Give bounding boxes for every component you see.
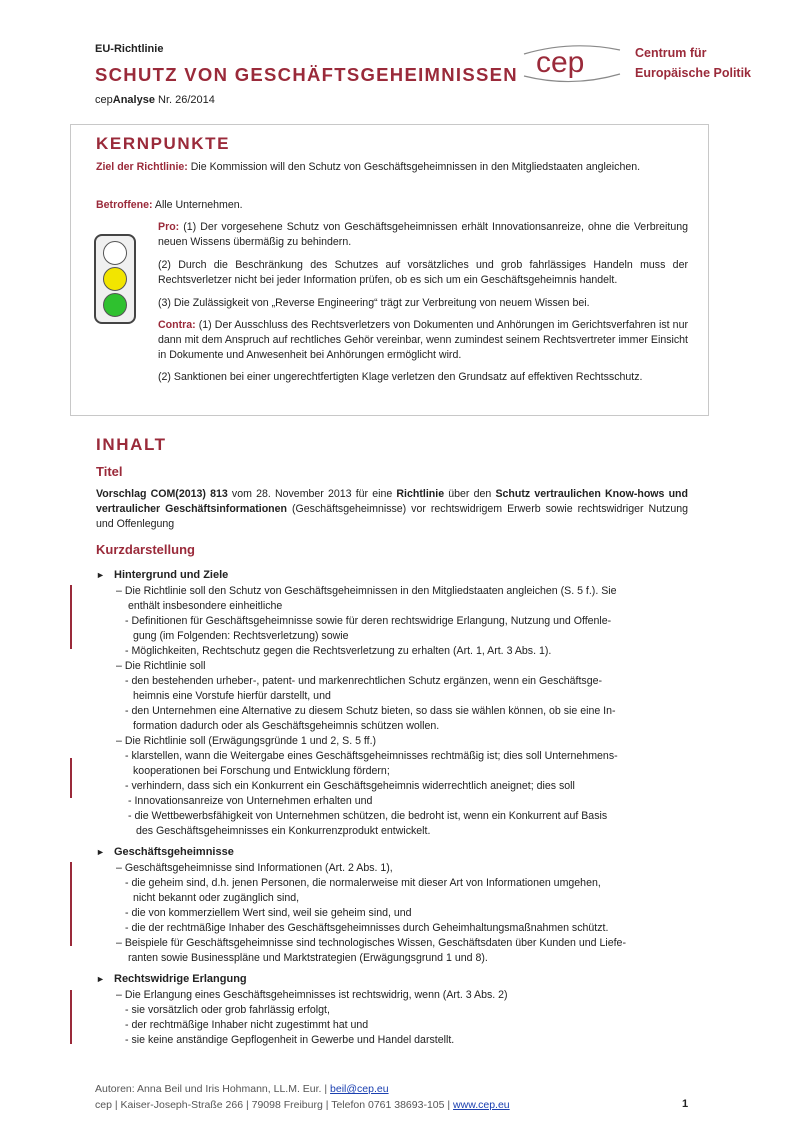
cep-logo-icon: [522, 36, 622, 86]
list-item: - sie vorsätzlich oder grob fahrlässig erfolgt,: [125, 1004, 330, 1016]
betroffene-paragraph: Betroffene: Alle Unternehmen.: [96, 199, 243, 211]
list-item: - die geheim sind, d.h. jenen Personen, die normalerweise mit dieser Art von Informationen umgehen,: [125, 877, 601, 889]
pro-3-paragraph: (3) Die Zulässigkeit von „Reverse Engineering“ trägt zur Verbreitung von neuem Wissen bei.: [158, 297, 590, 309]
ziel-paragraph: Ziel der Richtlinie: Die Kommission will den Schutz von Geschäftsgeheimnissen in den Mitgliedstaaten angleichen.: [96, 161, 641, 173]
margin-bar: [70, 990, 72, 1044]
arrow-right-icon: ►: [96, 847, 105, 857]
margin-bar: [70, 862, 72, 946]
logo-text: cep: [536, 46, 585, 79]
list-item: – Die Richtlinie soll den Schutz von Geschäftsgeheimnissen in den Mitgliedstaaten angleichen (S. 5 f.). Sie: [116, 585, 617, 597]
list-item: nicht bekannt oder zugänglich sind,: [133, 892, 300, 904]
list-item: - klarstellen, wann die Weitergabe eines Geschäftsgeheimnisses rechtmäßig ist; dies soll Unternehmens-: [125, 750, 618, 762]
website-link[interactable]: www.cep.eu: [453, 1099, 510, 1112]
contra-1-paragraph: Contra: (1) Der Ausschluss des Rechtsverletzers von Dokumenten und Anhörungen im Gerichtsverfahren ist nur dann mit dem Anspruch auf rechtliches Gehör vereinbar, wenn zumindest seinem Rechtsvertreter immer Einsicht in Dokumente und Anwesenheit bei Anhörungen ermöglicht wird.: [158, 319, 688, 362]
list-item: - sie keine anständige Gepflogenheit in Gewerbe und Handel darstellt.: [125, 1034, 455, 1046]
list-item: – Die Richtlinie soll (Erwägungsgründe 1 und 2, S. 5 ff.): [116, 735, 377, 747]
list-item: – Geschäftsgeheimnisse sind Informationen (Art. 2 Abs. 1),: [116, 862, 393, 874]
traffic-light-top: [103, 241, 127, 265]
list-item: - die von kommerziellem Wert sind, weil sie geheim sind, und: [125, 907, 412, 919]
inhalt-heading: INHALT: [96, 435, 167, 454]
list-item: des Geschäftsgeheimnisses ein Konkurrenzprodukt entwickelt.: [136, 825, 431, 837]
author-email-link[interactable]: beil@cep.eu: [330, 1083, 389, 1095]
arrow-right-icon: ►: [96, 974, 105, 984]
list-item: formation dadurch oder als Geschäftsgeheimnis schützen wollen.: [133, 720, 440, 732]
footer-authors: Autoren: Anna Beil und Iris Hohmann, LL.M. Eur. | beil@cep.eu: [95, 1083, 389, 1095]
section-heading-hintergrund: ► Hintergrund und Ziele: [96, 569, 229, 581]
kurzdarstellung-heading: Kurzdarstellung: [96, 542, 195, 557]
titel-heading: Titel: [96, 464, 123, 479]
list-item: - Möglichkeiten, Rechtschutz gegen die Rechtsverletzung zu erhalten (Art. 1, Art. 3 Abs. 1).: [125, 645, 552, 657]
document-title: SCHUTZ VON GESCHÄFTSGEHEIMNISSEN: [95, 64, 518, 85]
list-item: - verhindern, dass sich ein Konkurrent ein Geschäftsgeheimnis widerrechtlich aneignet; dies soll: [125, 780, 575, 792]
list-item: - Definitionen für Geschäftsgeheimnisse sowie für deren rechtswidrige Erlangung, Nutzung und Offenle-: [125, 615, 612, 627]
list-item: - der rechtmäßige Inhaber nicht zugestimmt hat und: [125, 1019, 369, 1031]
titel-paragraph: Vorschlag COM(2013) 813 vom 28. November 2013 für eine Richtlinie über den Schutz vertraulichen Know-hows und vertraulicher Geschäftsinformationen (Geschäftsgeheimnisse) vor rechtswidrigem Erwerb sowie rechtswidriger Nutzung und Offenlegung: [96, 488, 689, 531]
list-item: – Die Erlangung eines Geschäftsgeheimnisses ist rechtswidrig, wenn (Art. 3 Abs. 2): [116, 989, 508, 1001]
list-item: enthält insbesondere einheitliche: [128, 600, 283, 612]
footer: [95, 1081, 510, 1114]
list-item: gung (im Folgenden: Rechtsverletzung) sowie: [133, 630, 349, 642]
section-heading-geschaeftsgeheimnisse: ► Geschäftsgeheimnisse: [96, 846, 234, 858]
pro-2-paragraph: (2) Durch die Beschränkung des Schutzes auf vorsätzliches und grob fahrlässiges Handeln muss der Rechtsverletzer nicht bei jeder Information prüfen, ob es sich um ein Geschäftsgeheimnis handelt.: [158, 259, 688, 287]
list-item: ranten sowie Businesspläne und Marktstrategien (Erwägungsgrund 1 und 8).: [128, 952, 488, 964]
traffic-light-icon: [94, 234, 136, 324]
list-item: - den Unternehmen eine Alternative zu diesem Schutz bieten, so dass sie wählen können, ob sie eine In-: [125, 705, 616, 717]
document-kicker: EU-Richtlinie: [95, 43, 164, 55]
list-item: kooperationen bei Forschung und Entwicklung fördern;: [133, 765, 390, 777]
contra-2-paragraph: (2) Sanktionen bei einer ungerechtfertigten Klage verletzen den Grundsatz auf effektiven Rechtsschutz.: [158, 371, 643, 383]
list-item: - die Wettbewerbsfähigkeit von Unternehmen schützen, die bedroht ist, wenn ein Konkurrent auf Basis: [128, 810, 608, 822]
list-item: heimnis eine Vorstufe hierfür darstellt, und: [133, 690, 331, 702]
organization-name: Centrum für Europäische Politik: [635, 46, 752, 80]
traffic-light-middle: [103, 267, 127, 291]
list-item: - Innovationsanreize von Unternehmen erhalten und: [128, 795, 373, 807]
analysis-number: cepAnalyse Nr. 26/2014: [95, 94, 215, 106]
margin-bar: [70, 585, 72, 649]
traffic-light-bottom: [103, 293, 127, 317]
margin-bar: [70, 758, 72, 798]
list-item: – Beispiele für Geschäftsgeheimnisse sind technologisches Wissen, Geschäftsdaten über Kunden und Liefe-: [116, 937, 626, 949]
list-item: - die der rechtmäßige Inhaber des Geschäftsgeheimnisses durch Geheimhaltungsmaßnahmen schützt.: [125, 922, 609, 934]
page-number: 1: [682, 1098, 689, 1110]
kernpunkte-heading: KERNPUNKTE: [96, 134, 231, 153]
list-item: - den bestehenden urheber-, patent- und markenrechtlichen Schutz ergänzen, wenn ein Geschäftsge-: [125, 675, 603, 687]
section-heading-rechtswidrige-erlangung: ► Rechtswidrige Erlangung: [96, 973, 247, 985]
arrow-right-icon: ►: [96, 570, 105, 580]
list-item: – Die Richtlinie soll: [116, 660, 206, 672]
footer-address: cep | Kaiser-Joseph-Straße 266 | 79098 Freiburg | Telefon 0761 38693-105 | www.cep.eu: [95, 1099, 510, 1112]
pro-1-paragraph: Pro: (1) Der vorgesehene Schutz von Geschäftsgeheimnissen erhält Innovationsanreize, ohne die Verbreitung neuen Wissens übermäßig zu behindern.: [158, 221, 688, 249]
